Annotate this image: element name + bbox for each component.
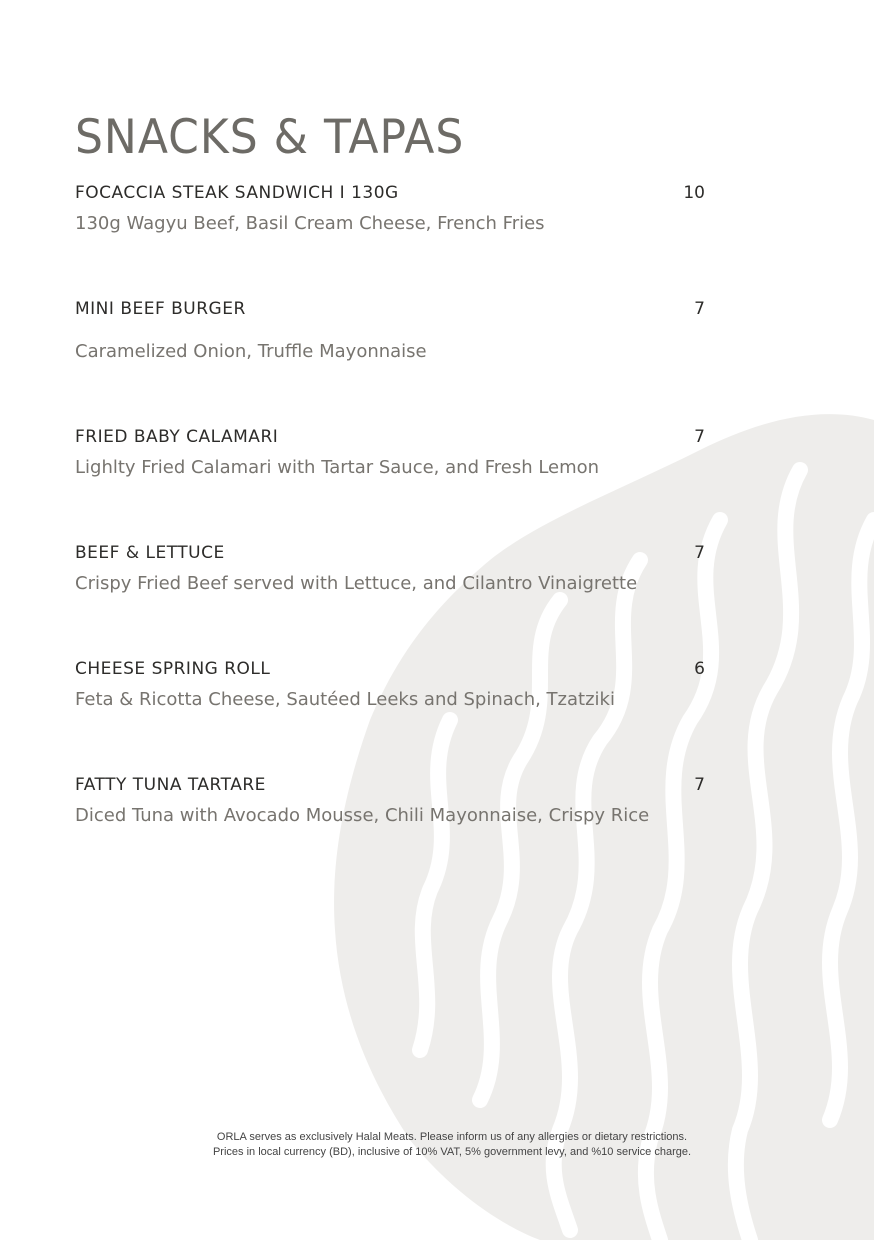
footer-line-pricing: Prices in local currency (BD), inclusive of 10% VAT, 5% government levy, and %10 service charge.: [212, 1146, 692, 1158]
item-description: Crispy Fried Beef served with Lettuce, and Cilantro Vinaigrette: [75, 573, 638, 594]
item-description: Caramelized Onion, Truffle Mayonnaise: [75, 341, 427, 362]
footer-notice: [0, 1130, 874, 1160]
item-price: 7: [694, 299, 705, 319]
item-name: FATTY TUNA TARTARE: [75, 775, 266, 795]
item-name: CHEESE SPRING ROLL: [75, 659, 271, 679]
item-description: 130g Wagyu Beef, Basil Cream Cheese, French Fries: [75, 213, 545, 234]
item-price: 7: [694, 543, 705, 563]
item-description: Lighlty Fried Calamari with Tartar Sauce, and Fresh Lemon: [75, 457, 600, 478]
item-price: 7: [694, 775, 705, 795]
item-name: FOCACCIA STEAK SANDWICH I 130G: [75, 183, 399, 203]
item-name: FRIED BABY CALAMARI: [75, 427, 279, 447]
item-description: Feta & Ricotta Cheese, Sautéed Leeks and Spinach, Tzatziki: [75, 689, 615, 710]
item-price: 10: [683, 183, 705, 203]
item-description: Diced Tuna with Avocado Mousse, Chili Mayonnaise, Crispy Rice: [75, 805, 650, 826]
footer-line-halal: ORLA serves as exclusively Halal Meats. Please inform us of any allergies or dietary restrictions.: [216, 1131, 688, 1143]
item-name: BEEF & LETTUCE: [75, 543, 225, 563]
page-title: SNACKS & TAPAS: [75, 110, 465, 166]
item-name: MINI BEEF BURGER: [75, 299, 246, 319]
item-price: 7: [694, 427, 705, 447]
item-price: 6: [694, 659, 705, 679]
